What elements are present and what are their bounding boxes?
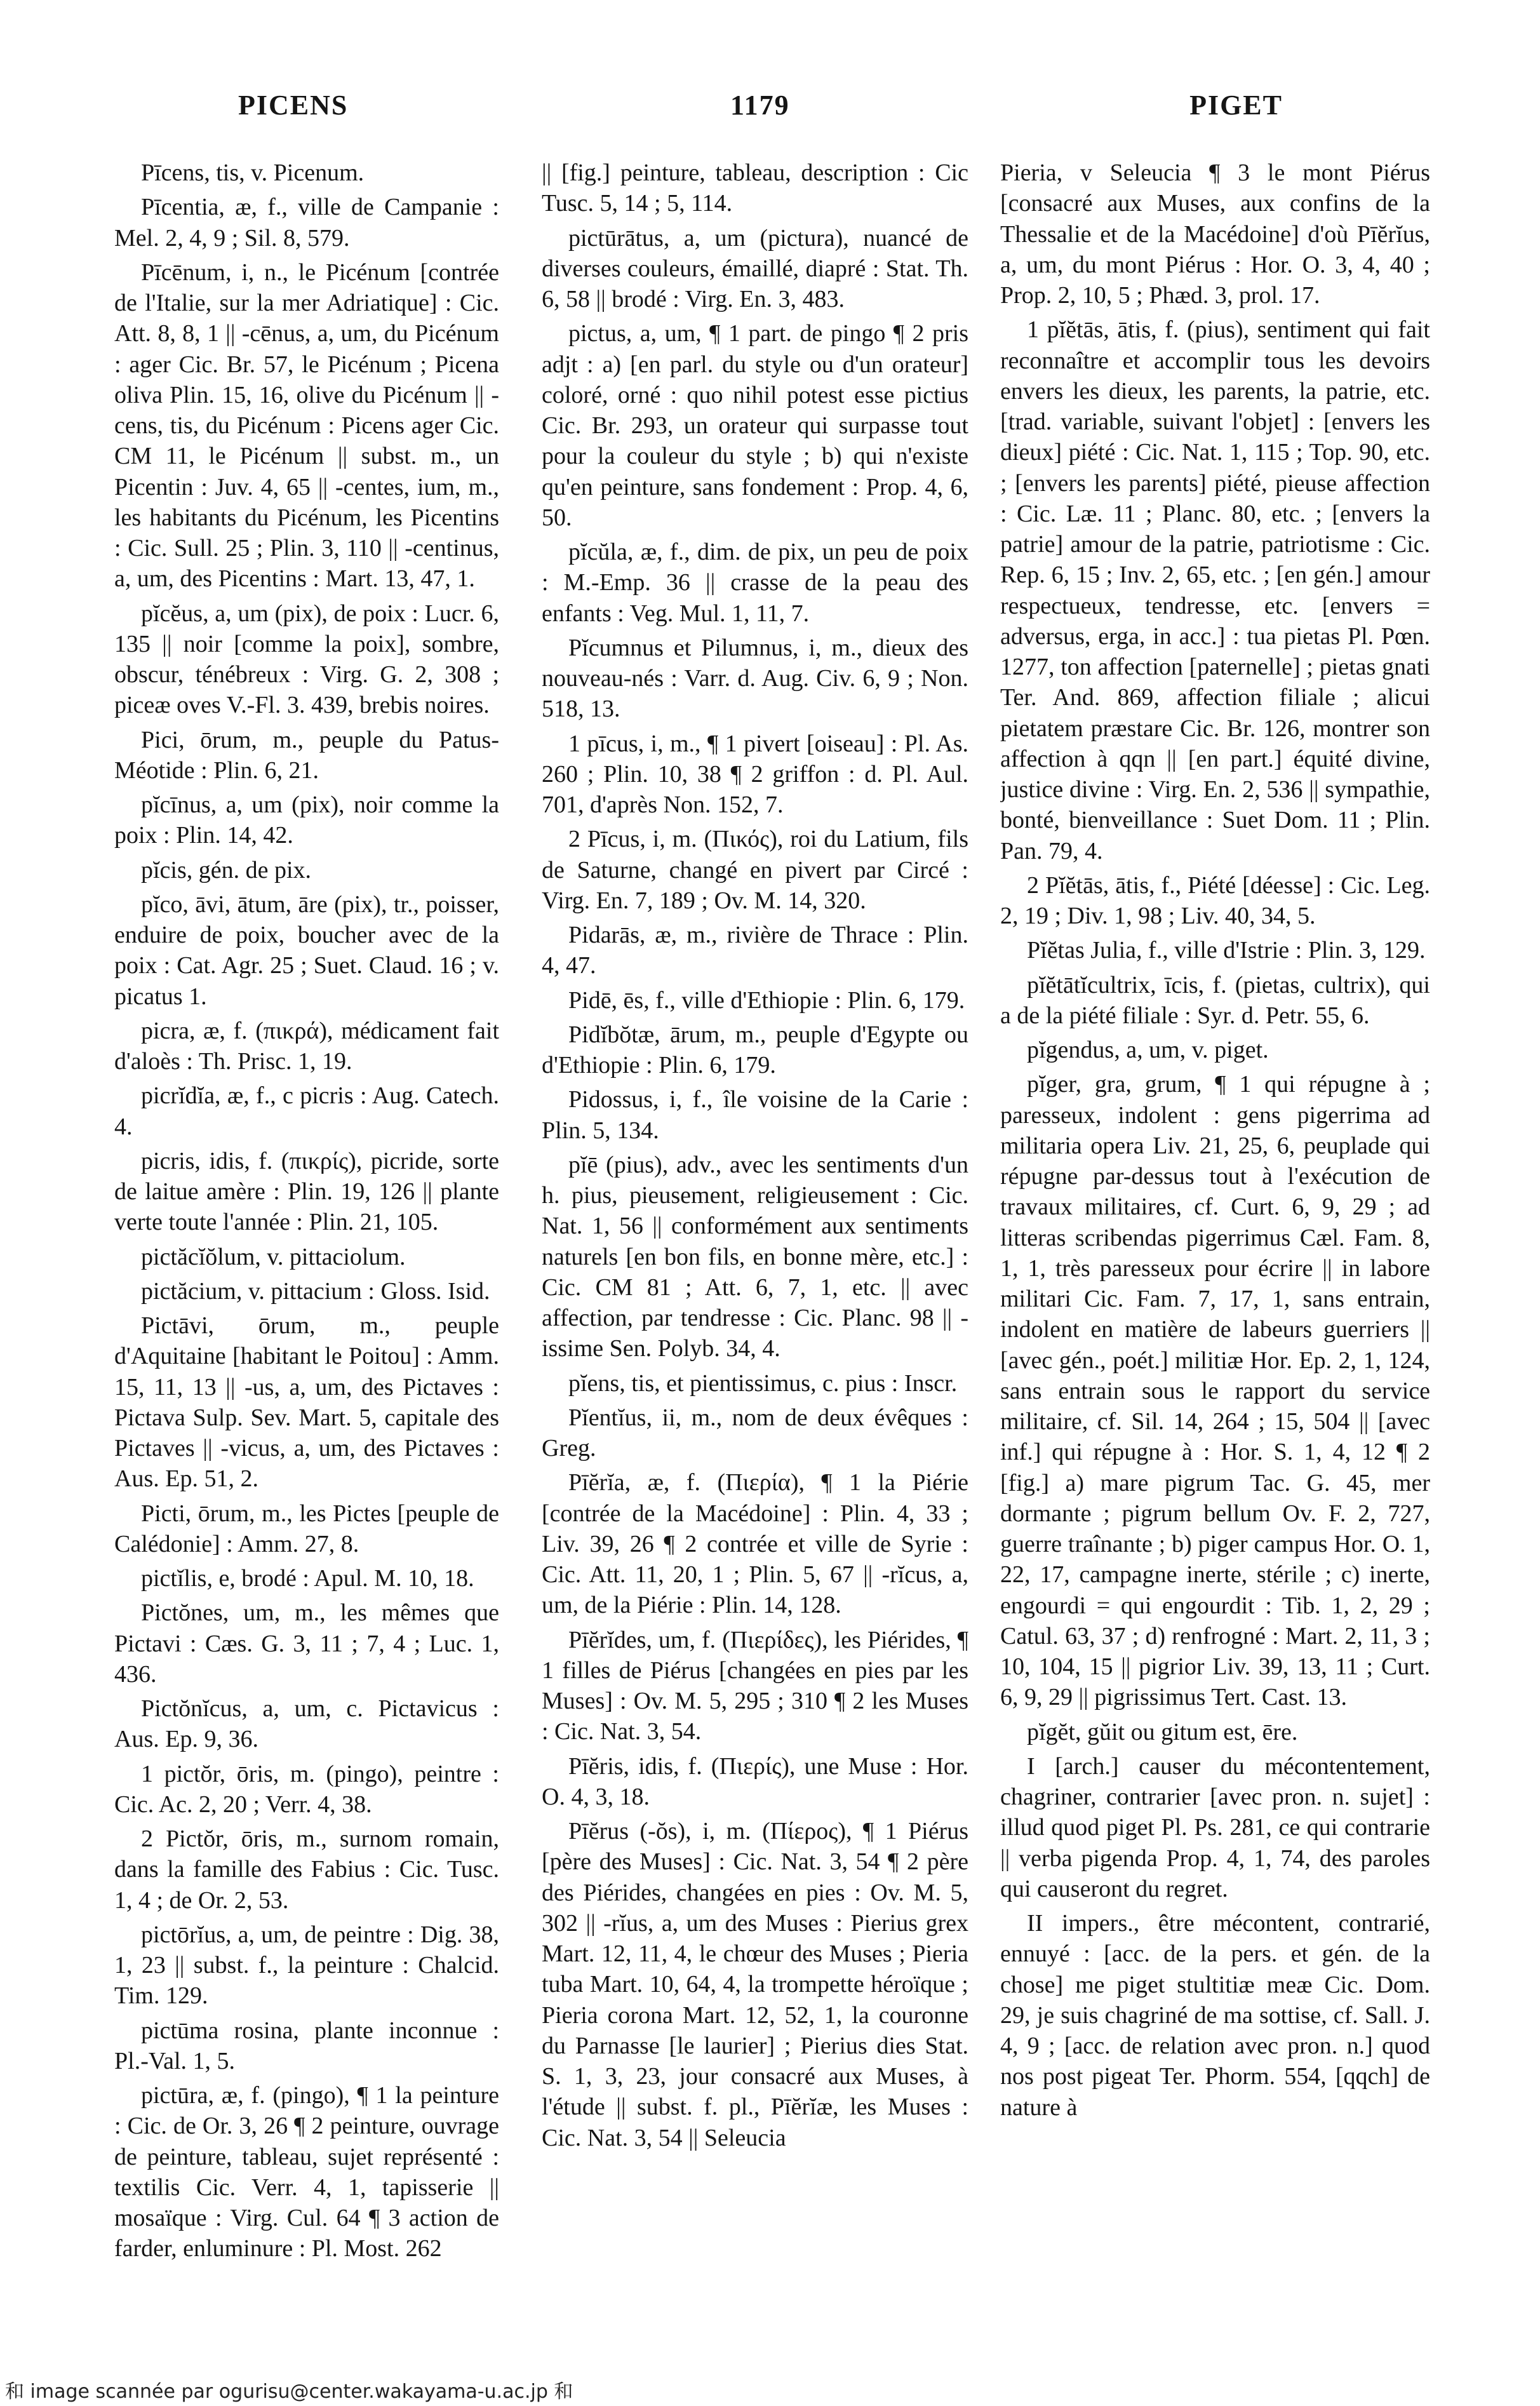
dictionary-entry: Pidĭbŏtæ, ārum, m., peuple d'Egypte ou d'Ethiopie : Plin. 6, 179. [542,1021,968,1079]
dictionary-entry: || [fig.] peinture, tableau, description : Cic Tusc. 5, 14 ; 5, 114. [542,159,968,217]
dictionary-entry: Picti, ōrum, m., les Pictes [peuple de Calédonie] : Amm. 27, 8. [114,1500,499,1557]
dictionary-entry: Pictŏnes, um, m., les mêmes que Pictavi : Cæs. G. 3, 11 ; 7, 4 ; Luc. 1, 436. [114,1599,499,1688]
dictionary-entry: pictōrĭus, a, um, de peintre : Dig. 38, 1, 23 || subst. f., la peinture : Chalcid. Tim. 129. [114,1921,499,2010]
dictionary-entry: pĭgendus, a, um, v. piget. [1027,1037,1269,1063]
dictionary-entry: Pici, ōrum, m., peuple du Patus-Méotide : Plin. 6, 21. [114,726,499,784]
dictionary-entry: Pidossus, i, f., île voisine de la Carie : Plin. 5, 134. [542,1086,968,1144]
dictionary-entry: Pĭcumnus et Pilumnus, i, m., dieux des nouveau-nés : Varr. d. Aug. Civ. 6, 9 ; Non. 518, 13. [542,634,968,723]
dictionary-entry: Pīcentia, æ, f., ville de Campanie : Mel. 2, 4, 9 ; Sil. 8, 579. [114,194,499,252]
dictionary-entry: Pīĕrus (-ŏs), i, m. (Πίερος), ¶ 1 Piérus [père des Muses] : Cic. Nat. 3, 54 ¶ 2 père des Piérides, changées en pies : Ov. M. 5, 302 || -rĭus, a, um des Muses : Pierius grex Mart. 12, 11, 4, le chœur des Muses ; Pieria tuba Mart. 10, 64, 4, la trompette héroïque ; Pieria corona Mart. 12, 52, 1, la couronne du Parnasse [le laurier] ; Pierius dies Stat. S. 1, 3, 23, jour consacré aux Muses, à l'étude || subst. f. pl., Pīĕrĭæ, les Muses : Cic. Nat. 3, 54 || Seleucia [542,1818,968,2151]
dictionary-entry: II impers., être mécontent, contrarié, ennuyé : [acc. de la pers. et gén. de la chose] me piget stultitiæ meæ Cic. Dom. 29, je suis chagriné de ma sottise, cf. Sall. J. 4, 9 ; [acc. de relation avec pron. n.] quod nos post pigeat Ter. Phorm. 554, [qqch] de nature à [1000,1910,1430,2121]
dictionary-entry: pictăcĭŏlum, v. pittaciolum. [141,1243,406,1270]
dictionary-entry: Pictŏnĭcus, a, um, c. Pictavicus : Aus. Ep. 9, 36. [114,1695,499,1753]
dictionary-entry: 1 pĭĕtās, ātis, f. (pius), sentiment qui fait reconnaître et accomplir tous les devoirs envers les dieux, les parents, la patrie, etc. [trad. variable, suivant l'objet] : [envers les dieux] piété : Cic. Nat. 1, 115 ; Top. 90, etc. ; [envers les parents] piété, pieuse affection : Cic. Læ. 11 ; Planc. 80, etc. ; [envers la patrie] amour de la patrie, patriotisme : Cic. Rep. 6, 15 ; Inv. 2, 65, etc. ; [en gén.] amour respectueux, tendresse, etc. [envers = adversus, erga, in acc.] : tua pietas Pl. Pœn. 1277, ton affection [paternelle] ; pietas gnati Ter. And. 869, affection filiale ; alicui pietatem præstare Cic. Br. 126, montrer son affection à qqn || [en part.] équité divine, justice divine : Virg. En. 2, 536 || sympathie, bonté, bienveillance : Suet Dom. 11 ; Plin. Pan. 79, 4. [1000,316,1430,864]
dictionary-entry: I [arch.] causer du mécontentement, chagriner, contrarier [avec pron. n. sujet] : illud quod piget Pl. Ps. 281, ce qui contrarie || verba pigenda Prop. 4, 1, 74, des paroles qui causeront du regret. [1000,1752,1430,1902]
dictionary-entry: Pīcēnum, i, n., le Picénum [contrée de l'Italie, sur la mer Adriatique] : Cic. Att. 8, 8, 1 || -cēnus, a, um, du Picénum : ager Cic. Br. 57, le Picénum ; Picena oliva Plin. 15, 16, olive du Picénum || -cens, tis, du Picénum : Picens ager Cic. CM 11, le Picénum || subst. m., un Picentin : Juv. 4, 65 || -centes, ium, m., les habitants du Picénum, les Picentins : Cic. Sull. 25 ; Plin. 3, 110 || -centinus, a, um, des Picentins : Mart. 13, 47, 1. [114,259,499,593]
dictionary-entry: Pidē, ēs, f., ville d'Ethiopie : Plin. 6, 179. [568,986,965,1014]
dictionary-entry: Pieria, v Seleucia ¶ 3 le mont Piérus [consacré aux Muses, aux confins de la Thessalie et de la Macédoine] d'où Pīĕrĭus, a, um, du mont Piérus : Hor. O. 3, 4, 40 ; Prop. 2, 10, 5 ; Phæd. 3, prol. 17. [1000,159,1430,309]
dictionary-entry: pictūma rosina, plante inconnue : Pl.-Val. 1, 5. [114,2017,499,2074]
scan-credit-footer: 和 image scannée par ogurisu@center.wakayama-u.ac.jp 和 [5,2381,573,2403]
column-1 [114,158,499,2330]
dictionary-entry: Pīĕrĭdes, um, f. (Πιερίδες), les Piérides, ¶ 1 filles de Piérus [changées en pies par les Muses] : Ov. M. 5, 295 ; 310 ¶ 2 les Muses : Cic. Nat. 3, 54. [542,1626,968,1745]
dictionary-entry: picra, æ, f. (πικρά), médicament fait d'aloès : Th. Prisc. 1, 19. [114,1017,499,1075]
dictionary-entry: pĭcis, gén. de pix. [141,856,312,884]
dictionary-entry: Pĭentĭus, ii, m., nom de deux évêques : Greg. [542,1404,968,1462]
dictionary-entry: Pidarās, æ, m., rivière de Thrace : Plin. 4, 47. [542,922,968,979]
page-number: 1179 [730,90,790,121]
dictionary-entry: pĭens, tis, et pientissimus, c. pius : Inscr. [568,1369,958,1397]
dictionary-entry: Pĭĕtas Julia, f., ville d'Istrie : Plin. 3, 129. [1027,937,1426,964]
column-3 [1000,158,1430,2330]
dictionary-entry: pĭco, āvi, ātum, āre (pix), tr., poisser, enduire de poix, boucher avec de la poix : Cat. Agr. 25 ; Suet. Claud. 16 ; v. picatus 1. [114,890,499,1010]
dictionary-entry: pictūra, æ, f. (pingo), ¶ 1 la peinture : Cic. de Or. 3, 26 ¶ 2 peinture, ouvrage de peinture, tableau, sujet représenté : textilis Cic. Verr. 4, 1, tapisserie || mosaïque : Virg. Cul. 64 ¶ 3 action de farder, enluminure : Pl. Most. 262 [114,2082,499,2262]
dictionary-entry: 2 Pĭĕtās, ātis, f., Piété [déesse] : Cic. Leg. 2, 19 ; Div. 1, 98 ; Liv. 40, 34, 5. [1000,871,1430,929]
dictionary-entry: 2 Pīcus, i, m. (Πικός), roi du Latium, fils de Saturne, changé en pivert par Circé : Virg. En. 7, 189 ; Ov. M. 14, 320. [542,826,968,914]
dictionary-entry: picris, idis, f. (πικρίς), picride, sorte de laitue amère : Plin. 19, 126 || plante verte toute l'année : Plin. 21, 105. [114,1147,499,1236]
column-2 [542,158,968,2330]
dictionary-entry: pĭcĕus, a, um (pix), de poix : Lucr. 6, 135 || noir [comme la poix], sombre, obscur, ténébreux : Virg. G. 2, 308 ; piceæ oves V.-Fl. 3. 439, brebis noires. [114,600,499,719]
dictionary-entry: pĭĕtātĭcultrix, īcis, f. (pietas, cultrix), qui a de la piété filiale : Syr. d. Petr. 55, 6. [1000,971,1430,1029]
dictionary-entry: pictĭlis, e, brodé : Apul. M. 10, 18. [141,1565,474,1592]
dictionary-entry: pĭcŭla, æ, f., dim. de pix, un peu de poix : M.-Emp. 36 || crasse de la peau des enfants : Veg. Mul. 1, 11, 7. [542,539,968,627]
header-left-guideword: PICENS [238,90,349,121]
dictionary-entry: pictus, a, um, ¶ 1 part. de pingo ¶ 2 pris adjt : a) [en parl. du style ou d'un orateur] coloré, orné : quo nihil potest esse pictius Cic. Br. 293, un orateur qui surpasse tout pour la couleur du style ; b) qui n'existe qu'en peinture, sans fondement : Prop. 4, 6, 50. [542,320,968,531]
dictionary-entry: Pīĕris, idis, f. (Πιερίς), une Muse : Hor. O. 4, 3, 18. [542,1752,968,1810]
dictionary-entry: pĭger, gra, grum, ¶ 1 qui répugne à ; paresseux, indolent : gens pigerrima ad militaria opera Liv. 21, 25, 6, peuplade qui répugne par-dessus tout à l'exécution de travaux militaires, cf. Curt. 6, 9, 29 ; ad litteras scribendas pigerrimus Cæl. Fam. 8, 1, 1, très paresseux pour écrire || in labore militari Cic. Fam. 7, 17, 1, sans entrain, indolent en matière de labeurs guerriers || [avec gén., poét.] militiæ Hor. Ep. 2, 1, 124, sans entrain sous le rapport du service militaire, cf. Sil. 14, 264 ; 15, 504 || [avec inf.] qui répugne à : Hor. S. 1, 4, 12 ¶ 2 [fig.] a) mare pigrum Tac. G. 45, mer dormante ; pigrum bellum Ov. F. 2, 727, guerre traînante ; b) piger campus Hor. O. 1, 22, 17, campagne inerte, stérile ; c) inerte, engourdi = qui engourdit : Tib. 1, 2, 29 ; Catul. 63, 37 ; d) renfrogné : Mart. 2, 11, 3 ; 10, 104, 15 || pigrior Liv. 39, 13, 11 ; Curt. 6, 9, 29 || pigrissimus Tert. Cast. 13. [1000,1071,1430,1711]
dictionary-entry: pĭgĕt, gŭit ou gitum est, ēre. [1027,1718,1298,1745]
dictionary-entry: pĭē (pius), adv., avec les sentiments d'un h. pius, pieusement, religieusement : Cic. Nat. 1, 56 || conformément aux sentiments naturels [en bon fils, en bonne mère, etc.] : Cic. CM 81 ; Att. 6, 7, 1, etc. || avec affection, par tendresse : Cic. Planc. 98 || -issime Sen. Polyb. 34, 4. [542,1151,968,1362]
dictionary-entry: pĭcīnus, a, um (pix), noir comme la poix : Plin. 14, 42. [114,791,499,849]
dictionary-entry: pictūrātus, a, um (pictura), nuancé de diverses couleurs, émaillé, diapré : Stat. Th. 6, 58 || brodé : Virg. En. 3, 483. [542,224,968,313]
dictionary-entry: Pīcens, tis, v. Picenum. [141,159,365,186]
dictionary-entry: 1 pictŏr, ōris, m. (pingo), peintre : Cic. Ac. 2, 20 ; Verr. 4, 38. [114,1760,499,1818]
dictionary-entry: 1 pīcus, i, m., ¶ 1 pivert [oiseau] : Pl. As. 260 ; Plin. 10, 38 ¶ 2 griffon : d. Pl. Aul. 701, d'après Non. 152, 7. [542,730,968,818]
dictionary-entry: Pictāvi, ōrum, m., peuple d'Aquitaine [habitant le Poitou] : Amm. 15, 11, 13 || -us, a, um, des Pictaves : Pictava Sulp. Sev. Mart. 5, capitale des Pictaves || -vicus, a, um, des Pictaves : Aus. Ep. 51, 2. [114,1312,499,1493]
dictionary-entry: picrĭdĭa, æ, f., c picris : Aug. Catech. 4. [114,1082,499,1140]
dictionary-entry: 2 Pictŏr, ōris, m., surnom romain, dans la famille des Fabius : Cic. Tusc. 1, 4 ; de Or. 2, 53. [114,1825,499,1914]
header-right-guideword: PIGET [1189,90,1283,121]
dictionary-entry: Pīĕrĭa, æ, f. (Πιερία), ¶ 1 la Piérie [contrée de la Macédoine] : Plin. 4, 33 ; Liv. 39, 26 ¶ 2 contrée et ville de Syrie : Cic. Att. 11, 20, 1 ; Plin. 5, 67 || -rĭcus, a, um, de la Piérie : Plin. 14, 128. [542,1469,968,1619]
page-header [229,89,1308,133]
dictionary-entry: pictăcium, v. pittacium : Gloss. Isid. [141,1277,490,1305]
